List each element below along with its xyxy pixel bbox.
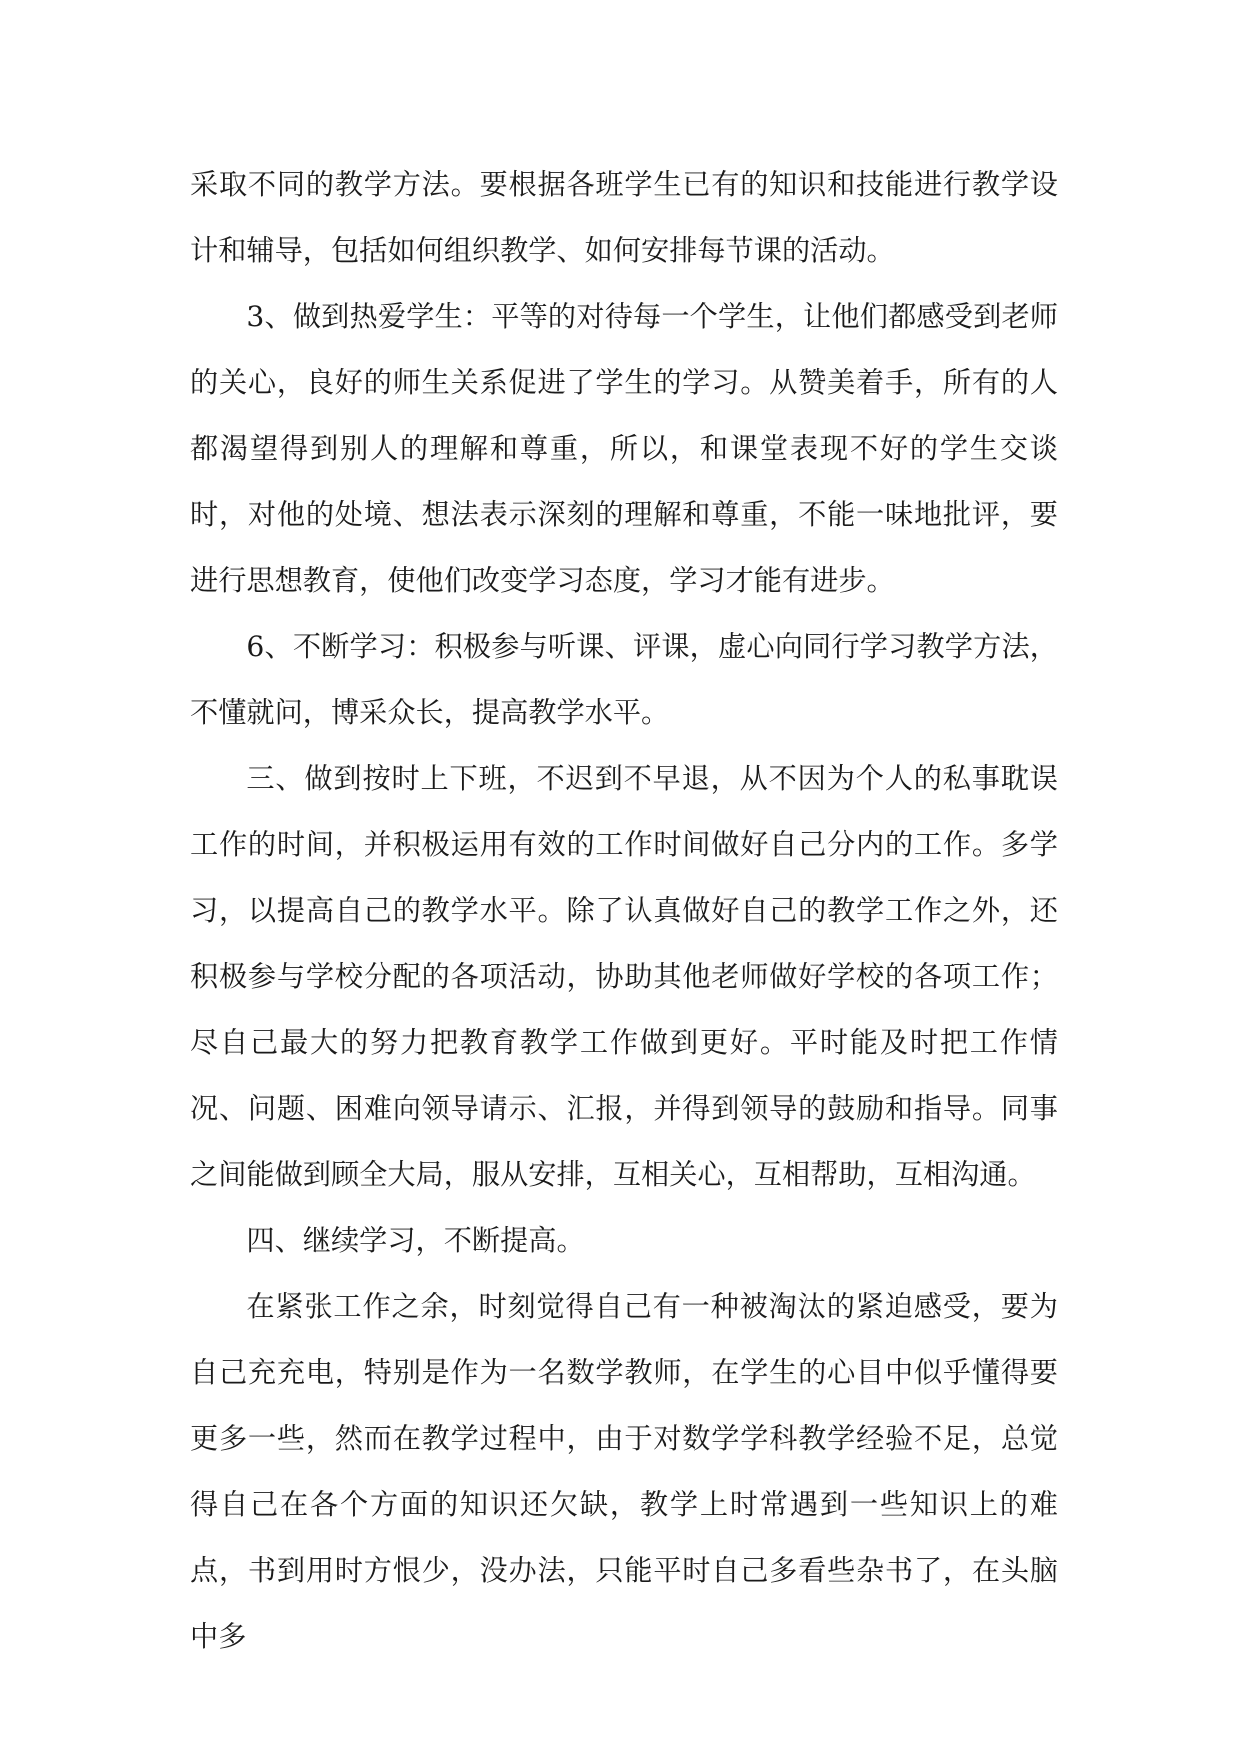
paragraph-keep-learning: 6、不断学习：积极参与听课、评课，虚心向同行学习教学方法，不懂就问，博采众长，提高教学水平。 xyxy=(190,630,1058,729)
paragraph-love-students: 3、做到热爱学生：平等的对待每一个学生，让他们都感受到老师的关心，良好的师生关系促进了学生的学习。从赞美着手，所有的人都渴望得到别人的理解和尊重，所以，和课堂表现不好的学生交谈时，对他的处境、想法表示深刻的理解和尊重，不能一味地批评，要进行思想教育，使他们改变学习态度，学习才能有进步。 xyxy=(190,300,1058,597)
paragraph-section-three: 三、做到按时上下班，不迟到不早退，从不因为个人的私事耽误工作的时间，并积极运用有效的工作时间做好自己分内的工作。多学习，以提高自己的教学水平。除了认真做好自己的教学工作之外，还积极参与学校分配的各项活动，协助其他老师做好学校的各项工作；尽自己最大的努力把教育教学工作做到更好。平时能及时把工作情况、问题、困难向领导请示、汇报，并得到领导的鼓励和指导。同事之间能做到顾全大局，服从安排，互相关心，互相帮助，互相沟通。 xyxy=(190,762,1058,1191)
paragraph-teaching-methods: 采取不同的教学方法。要根据各班学生已有的知识和技能进行教学设计和辅导，包括如何组织教学、如何安排每节课的活动。 xyxy=(190,168,1058,267)
document-body xyxy=(190,152,1058,1670)
paragraph-section-four-heading: 四、继续学习，不断提高。 xyxy=(246,1224,585,1257)
paragraph-continue-study: 在紧张工作之余，时刻觉得自己有一种被淘汰的紧迫感受，要为自己充充电，特别是作为一名数学教师，在学生的心目中似乎懂得要更多一些，然而在教学过程中，由于对数学学科教学经验不足，总觉得自己在各个方面的知识还欠缺，教学上时常遇到一些知识上的难点，书到用时方恨少，没办法，只能平时自己多看些杂书了，在头脑中多 xyxy=(190,1290,1058,1653)
